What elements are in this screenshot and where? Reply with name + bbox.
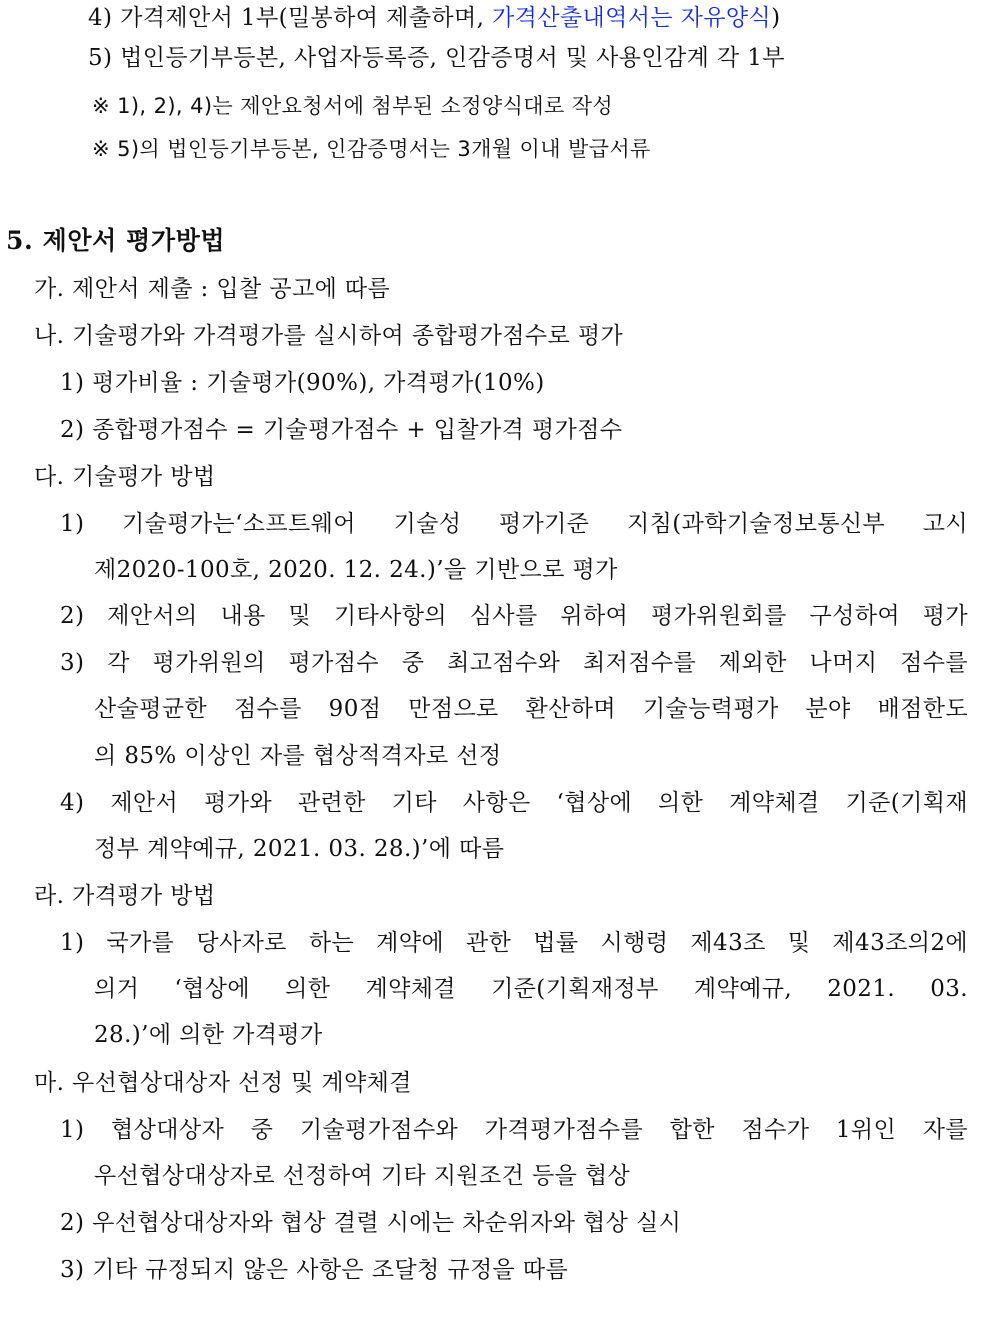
list-item-line: 산술평균한 점수를 90점 만점으로 환산하며 기술능력평가 분야 배점한도 xyxy=(94,696,968,722)
subsection-ga: 가. 제안서 제출 : 입찰 공고에 따름 xyxy=(34,276,391,302)
highlighted-text: 가격산출내역서는 자유양식 xyxy=(492,5,772,31)
note-issue-date: ※ 5)의 법인등기부등본, 인감증명서는 3개월 이내 발급서류 xyxy=(92,137,651,161)
list-item-line: 4) 제안서 평가와 관련한 기타 사항은 ‘협상에 의한 계약체결 기준(기획재 xyxy=(60,790,968,816)
list-item-documents: 5) 법인등기부등본, 사업자등록증, 인감증명서 및 사용인감계 각 1부 xyxy=(88,45,785,71)
list-item-line: 우선협상대상자로 선정하여 기타 지원조건 등을 협상 xyxy=(94,1163,631,1189)
list-item-line: 1) 협상대상자 중 기술평가점수와 가격평가점수를 합한 점수가 1위인 자를 xyxy=(60,1117,968,1143)
list-item-line: 3) 각 평가위원의 평가점수 중 최고점수와 최저점수를 제외한 나머지 점수를 xyxy=(60,650,968,676)
list-item-price-proposal xyxy=(88,3,781,33)
subsection-ma-title: 마. 우선협상대상자 선정 및 계약체결 xyxy=(34,1070,412,1096)
list-item-text: 4) 가격제안서 1부(밀봉하여 제출하며, xyxy=(88,5,493,31)
list-item-line: 28.)’에 의한 가격평가 xyxy=(94,1022,323,1048)
list-item-line: 의거 ‘협상에 의한 계약체결 기준(기획재정부 계약예규, 2021. 03. xyxy=(94,976,968,1002)
list-item-line: 제2020-100호, 2020. 12. 24.)’을 기반으로 평가 xyxy=(94,557,618,583)
list-item-line: 1) 기술평가는‘소프트웨어 기술성 평가기준 지침(과학기술정보통신부 고시 xyxy=(60,511,968,537)
list-item-text-end: ) xyxy=(771,5,781,31)
section-heading: 5. 제안서 평가방법 xyxy=(6,226,226,255)
subsection-da-title: 다. 기술평가 방법 xyxy=(34,464,216,490)
list-item-line: 정부 계약예규, 2021. 03. 28.)’에 따름 xyxy=(94,836,505,862)
list-item: 1) 평가비율 : 기술평가(90%), 가격평가(10%) xyxy=(60,370,545,396)
note-form-template: ※ 1), 2), 4)는 제안요청서에 첨부된 소정양식대로 작성 xyxy=(92,94,614,118)
list-item-line: 3) 기타 규정되지 않은 사항은 조달청 규정을 따름 xyxy=(60,1257,569,1283)
list-item: 2) 종합평가점수 = 기술평가점수 + 입찰가격 평가점수 xyxy=(60,417,623,443)
list-item-line: 2) 제안서의 내용 및 기타사항의 심사를 위하여 평가위원회를 구성하여 평가 xyxy=(60,603,968,629)
list-item-line: 2) 우선협상대상자와 협상 결렬 시에는 차순위자와 협상 실시 xyxy=(60,1210,682,1236)
list-item-line: 1) 국가를 당사자로 하는 계약에 관한 법률 시행령 제43조 및 제43조의2에 xyxy=(60,930,968,956)
subsection-ra-title: 라. 가격평가 방법 xyxy=(34,883,216,909)
list-item-line: 의 85% 이상인 자를 협상적격자로 선정 xyxy=(94,743,502,769)
subsection-na-title: 나. 기술평가와 가격평가를 실시하여 종합평가점수로 평가 xyxy=(34,323,624,349)
